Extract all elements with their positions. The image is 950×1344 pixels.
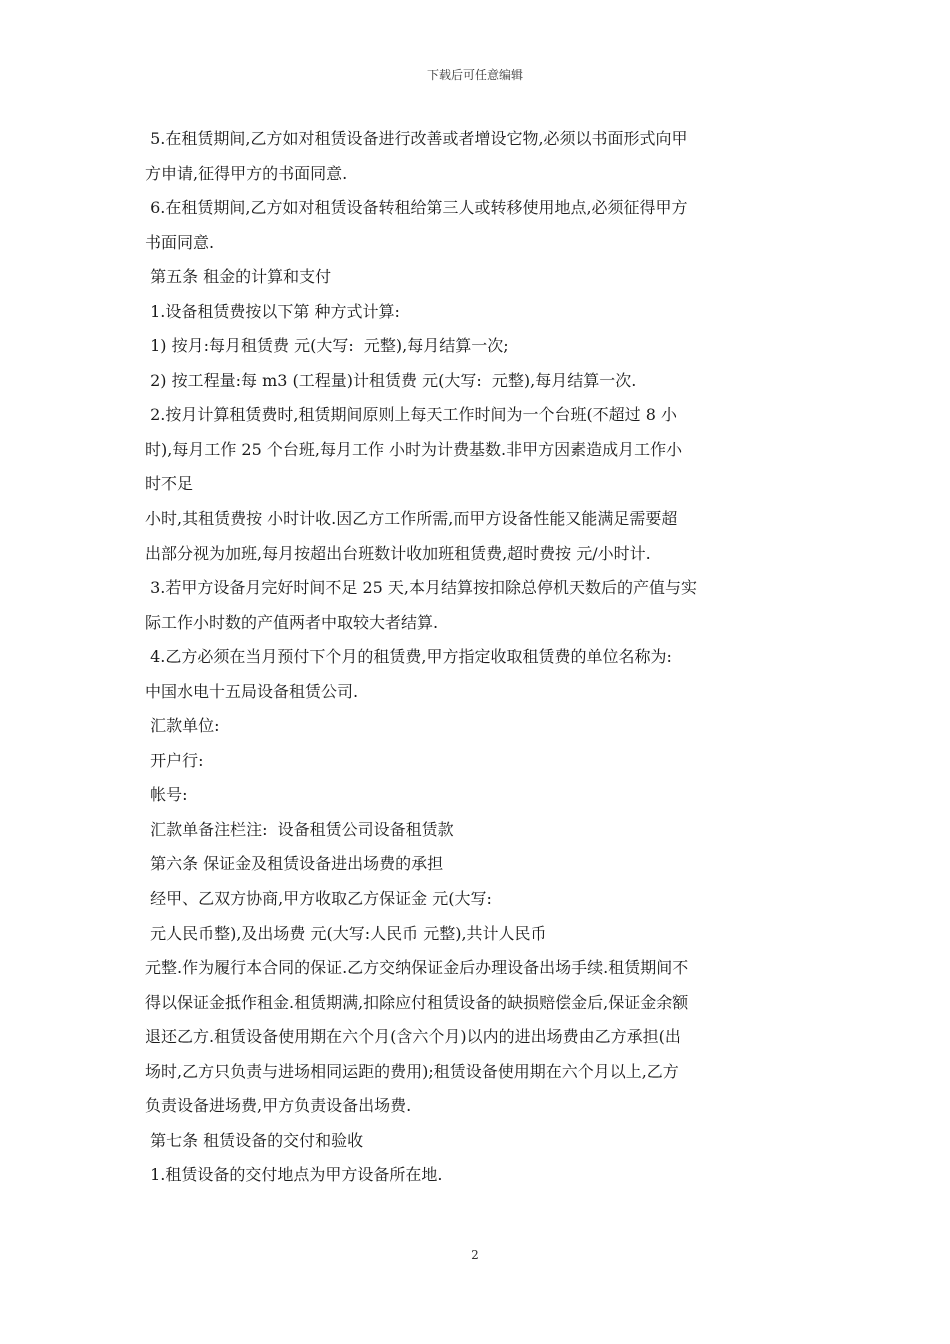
body-line: 元人民币整),及出场费 元(大写:人民币 元整),共计人民币 xyxy=(145,923,547,943)
body-line: 方申请,征得甲方的书面同意. xyxy=(145,163,348,183)
body-line: 际工作小时数的产值两者中取较大者结算. xyxy=(145,612,439,632)
body-line: 出部分视为加班,每月按超出台班数计收加班租赁费,超时费按 元/小时计. xyxy=(145,543,651,563)
body-line: 2.按月计算租赁费时,租赁期间原则上每天工作时间为一个台班(不超过 8 小 xyxy=(145,405,678,425)
body-line: 中国水电十五局设备租赁公司. xyxy=(145,681,359,701)
body-line: 3.若甲方设备月完好时间不足 25 天,本月结算按扣除总停机天数后的产值与实 xyxy=(145,578,697,598)
remittance-note-field: 汇款单备注栏注: 设备租赁公司设备租赁款 xyxy=(145,819,454,839)
body-line: 时),每月工作 25 个台班,每月工作 小时为计费基数.非甲方因素造成月工作小 xyxy=(145,439,683,459)
body-line: 1.租赁设备的交付地点为甲方设备所在地. xyxy=(145,1165,443,1185)
body-line: 1) 按月:每月租赁费 元(大写: 元整),每月结算一次; xyxy=(145,336,509,356)
section-heading: 第五条 租金的计算和支付 xyxy=(145,267,332,287)
body-line: 书面同意. xyxy=(145,232,215,252)
body-line: 4.乙方必须在当月预付下个月的租赁费,甲方指定收取租赁费的单位名称为: xyxy=(145,647,672,667)
body-line: 场时,乙方只负责与进场相同运距的费用);租赁设备使用期在六个月以上,乙方 xyxy=(145,1061,679,1081)
bank-field: 开户行: xyxy=(145,750,204,770)
account-field: 帐号: xyxy=(145,785,188,805)
body-line: 5.在租赁期间,乙方如对租赁设备进行改善或者增设它物,必须以书面形式向甲 xyxy=(145,129,688,148)
document-body xyxy=(145,122,810,1193)
body-line: 1.设备租赁费按以下第 种方式计算: xyxy=(145,301,400,321)
section-heading: 第七条 租赁设备的交付和验收 xyxy=(145,1130,364,1150)
body-line: 2) 按工程量:每 m3 (工程量)计租赁费 元(大写: 元整),每月结算一次. xyxy=(145,370,637,390)
section-heading: 第六条 保证金及租赁设备进出场费的承担 xyxy=(145,854,444,874)
body-line: 得以保证金抵作租金.租赁期满,扣除应付租赁设备的缺损赔偿金后,保证金余额 xyxy=(145,992,689,1012)
page-number: 2 xyxy=(471,1248,479,1262)
body-line: 负责设备进场费,甲方负责设备出场费. xyxy=(145,1096,412,1116)
body-line: 时不足 xyxy=(145,474,194,494)
body-line: 小时,其租赁费按 小时计收.因乙方工作所需,而甲方设备性能又能满足需要超 xyxy=(145,509,678,529)
body-line: 退还乙方.租赁设备使用期在六个月(含六个月)以内的进出场费由乙方承担(出 xyxy=(145,1027,681,1047)
page-header: 下载后可任意编辑 xyxy=(426,68,523,82)
body-line: 元整.作为履行本合同的保证.乙方交纳保证金后办理设备出场手续.租赁期间不 xyxy=(145,958,689,978)
body-line: 经甲、乙双方协商,甲方收取乙方保证金 元(大写: xyxy=(145,889,492,909)
body-line: 6.在租赁期间,乙方如对租赁设备转租给第三人或转移使用地点,必须征得甲方 xyxy=(145,198,688,218)
remittance-unit-field: 汇款单位: xyxy=(145,716,220,736)
